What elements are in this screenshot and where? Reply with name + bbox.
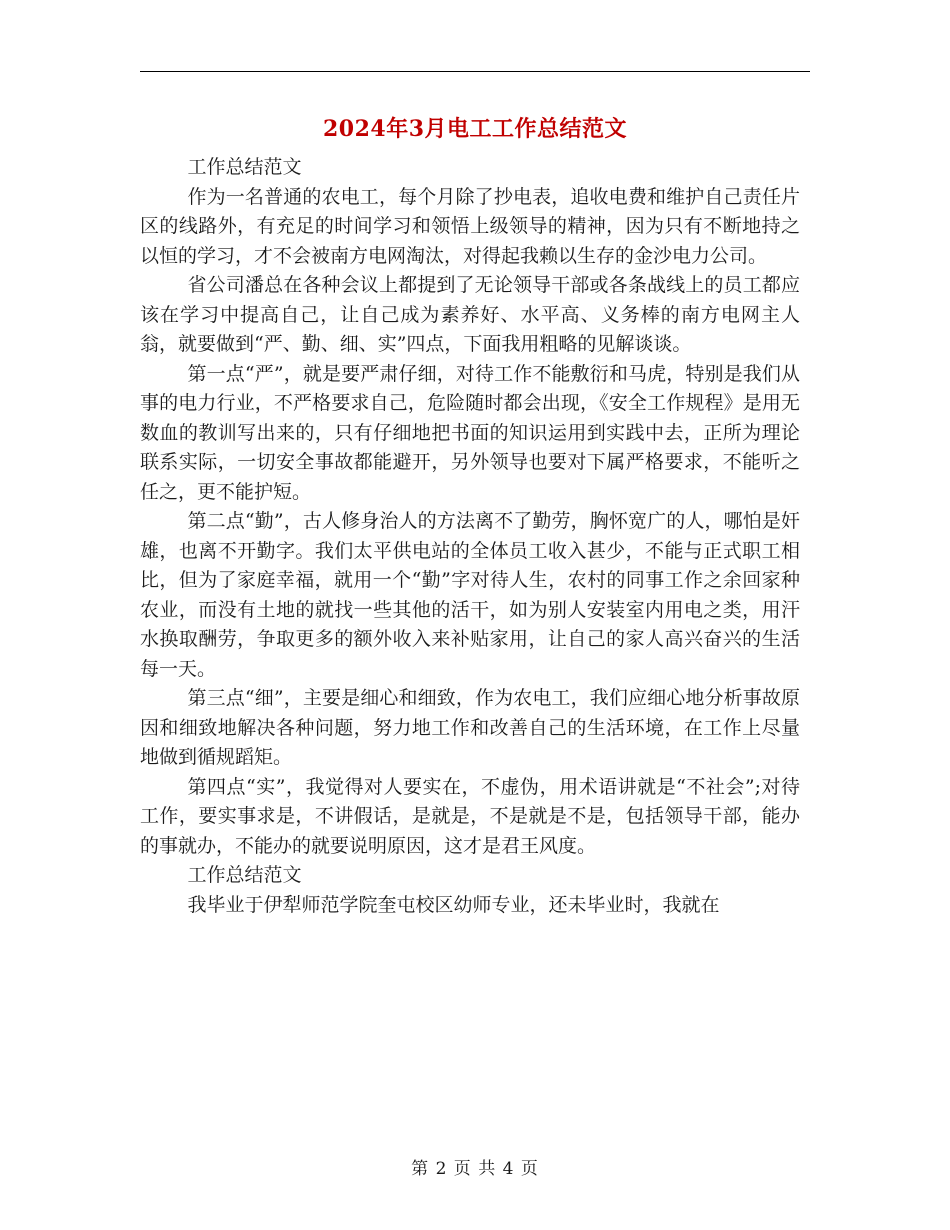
paragraph: 作为一名普通的农电工，每个月除了抄电表，追收电费和维护自己责任片区的线路外，有充足的时间学习和领悟上级领导的精神，因为只有不断地持之以恒的学习，才不会被南方电网淘汰，对得起我赖以生存的金沙电力公司。: [140, 185, 800, 267]
paragraph: 我毕业于伊犁师范学院奎屯校区幼师专业，还未毕业时，我就在: [187, 893, 720, 916]
document-body: [140, 153, 800, 920]
document-title: 2024年3月电工工作总结范文: [322, 116, 628, 142]
section-heading: 工作总结范文: [187, 156, 302, 178]
page-number: 第 2 页 共 4 页: [411, 1159, 539, 1179]
paragraph: 第二点“勤”，古人修身治人的方法离不了勤劳，胸怀宽广的人，哪怕是奸雄，也离不开勤字。我们太平供电站的全体员工收入甚少，不能与正式职工相比，但为了家庭幸福，就用一个“勤”字对待人生，农村的同事工作之余回家种农业，而没有土地的就找一些其他的活干，如为别人安装室内用电之类，用汗水换取酬劳，争取更多的额外收入来补贴家用，让自己的家人高兴奋兴的生活每一天。: [140, 510, 800, 680]
paragraph: 省公司潘总在各种会议上都提到了无论领导干部或各条战线上的员工都应该在学习中提高自己，让自己成为素养好、水平高、义务棒的南方电网主人翁，就要做到“严、勤、细、实”四点，下面我用粗略的见解谈谈。: [140, 274, 800, 355]
header-rule: [140, 71, 810, 72]
page-footer: [0, 1154, 950, 1179]
paragraph: 第三点“细”，主要是细心和细致，作为农电工，我们应细心地分析事故原因和细致地解决各种问题，努力地工作和改善自己的生活环境，在工作上尽量地做到循规蹈矩。: [140, 687, 800, 768]
paragraph: 第四点“实”，我觉得对人要实在，不虚伪，用术语讲就是“不社会”;对待工作，要实事求是，不讲假话，是就是，不是就是不是，包括领导干部，能办的事就办，不能办的就要说明原因，这才是君王风度。: [140, 775, 800, 857]
paragraph: 第一点“严”，就是要严肃仔细，对待工作不能敷衍和马虎，特别是我们从事的电力行业，不严格要求自己，危险随时都会出现，《安全工作规程》是用无数血的教训写出来的，只有仔细地把书面的知识运用到实践中去，正所为理论联系实际，一切安全事故都能避开，另外领导也要对下属严格要求，不能听之任之，更不能护短。: [140, 362, 800, 503]
section-heading: 工作总结范文: [187, 864, 302, 886]
